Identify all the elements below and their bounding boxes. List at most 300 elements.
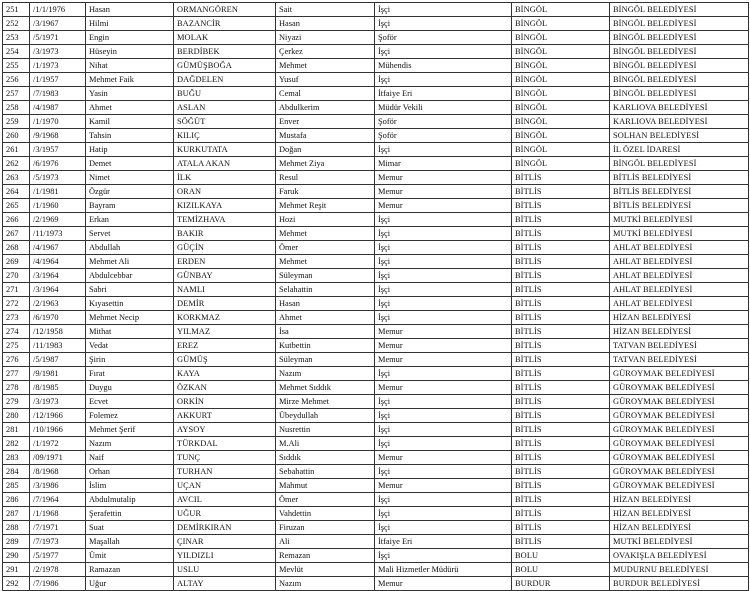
birth-date-cell: /4/1964 xyxy=(30,255,86,269)
position-cell: İşçi xyxy=(375,297,512,311)
birth-date-cell: /5/1971 xyxy=(30,31,86,45)
row-number-cell: 277 xyxy=(3,367,30,381)
table-row xyxy=(3,409,749,423)
last-name-cell: DAĞDELEN xyxy=(174,73,276,87)
last-name-cell: ATALA AKAN xyxy=(174,157,276,171)
birth-date-cell: /1/1960 xyxy=(30,199,86,213)
table-row xyxy=(3,367,749,381)
position-cell: Memur xyxy=(375,339,512,353)
position-cell: İtfaiye Eri xyxy=(375,87,512,101)
birth-date-cell: /3/1957 xyxy=(30,143,86,157)
birth-date-cell: /6/1976 xyxy=(30,157,86,171)
institution-cell: BİNGÖL BELEDİYESİ xyxy=(610,59,749,73)
father-name-cell: Mehmet xyxy=(276,59,375,73)
table-row xyxy=(3,269,749,283)
last-name-cell: İLK xyxy=(174,171,276,185)
row-number-cell: 251 xyxy=(3,3,30,17)
father-name-cell: M.Ali xyxy=(276,437,375,451)
row-number-cell: 255 xyxy=(3,59,30,73)
position-cell: İtfaiye Eri xyxy=(375,535,512,549)
table-row xyxy=(3,465,749,479)
position-cell: İşçi xyxy=(375,143,512,157)
father-name-cell: Sebahattin xyxy=(276,465,375,479)
father-name-cell: Çerkez xyxy=(276,45,375,59)
table-row xyxy=(3,521,749,535)
row-number-cell: 280 xyxy=(3,409,30,423)
first-name-cell: Abdulmutalip xyxy=(86,493,174,507)
table-row xyxy=(3,31,749,45)
position-cell: Şoför xyxy=(375,129,512,143)
table-row xyxy=(3,241,749,255)
position-cell: Memur xyxy=(375,353,512,367)
birth-date-cell: /11/1983 xyxy=(30,339,86,353)
first-name-cell: Nazım xyxy=(86,437,174,451)
father-name-cell: Ali xyxy=(276,535,375,549)
province-cell: BİNGÖL xyxy=(512,101,610,115)
row-number-cell: 272 xyxy=(3,297,30,311)
institution-cell: BİTLİS BELEDİYESİ xyxy=(610,171,749,185)
last-name-cell: GÜMÜŞBOĞA xyxy=(174,59,276,73)
last-name-cell: KILIÇ xyxy=(174,129,276,143)
table-row xyxy=(3,493,749,507)
father-name-cell: Faruk xyxy=(276,185,375,199)
father-name-cell: İsa xyxy=(276,325,375,339)
first-name-cell: Abdulcebbar xyxy=(86,269,174,283)
birth-date-cell: /9/1968 xyxy=(30,129,86,143)
father-name-cell: Süleyman xyxy=(276,353,375,367)
province-cell: BİNGÖL xyxy=(512,45,610,59)
birth-date-cell: /7/1973 xyxy=(30,535,86,549)
first-name-cell: Mehmet Şerif xyxy=(86,423,174,437)
row-number-cell: 284 xyxy=(3,465,30,479)
birth-date-cell: /3/1967 xyxy=(30,17,86,31)
institution-cell: AHLAT BELEDİYESİ xyxy=(610,283,749,297)
last-name-cell: ASLAN xyxy=(174,101,276,115)
first-name-cell: Folemez xyxy=(86,409,174,423)
first-name-cell: Ümit xyxy=(86,549,174,563)
first-name-cell: Şirin xyxy=(86,353,174,367)
table-row xyxy=(3,17,749,31)
father-name-cell: Remazan xyxy=(276,549,375,563)
province-cell: BİNGÖL xyxy=(512,31,610,45)
institution-cell: BİNGÖL BELEDİYESİ xyxy=(610,157,749,171)
province-cell: BİTLİS xyxy=(512,465,610,479)
province-cell: BİNGÖL xyxy=(512,143,610,157)
last-name-cell: SÖĞÜT xyxy=(174,115,276,129)
province-cell: BİNGÖL xyxy=(512,17,610,31)
last-name-cell: GÜMÜŞ xyxy=(174,353,276,367)
father-name-cell: Süleyman xyxy=(276,269,375,283)
row-number-cell: 286 xyxy=(3,493,30,507)
row-number-cell: 263 xyxy=(3,171,30,185)
institution-cell: BİTLİS BELEDİYESİ xyxy=(610,185,749,199)
province-cell: BİNGÖL xyxy=(512,87,610,101)
father-name-cell: Firuzan xyxy=(276,521,375,535)
father-name-cell: Mirze Mehmet xyxy=(276,395,375,409)
province-cell: BİTLİS xyxy=(512,269,610,283)
institution-cell: BİNGÖL BELEDİYESİ xyxy=(610,73,749,87)
last-name-cell: TEMİZHAVA xyxy=(174,213,276,227)
last-name-cell: UÇAN xyxy=(174,479,276,493)
province-cell: BİTLİS xyxy=(512,185,610,199)
institution-cell: HİZAN BELEDİYESİ xyxy=(610,325,749,339)
row-number-cell: 290 xyxy=(3,549,30,563)
birth-date-cell: /12/1958 xyxy=(30,325,86,339)
table-row xyxy=(3,45,749,59)
position-cell: İşçi xyxy=(375,283,512,297)
institution-cell: GÜROYMAK BELEDİYESİ xyxy=(610,367,749,381)
last-name-cell: BAKIR xyxy=(174,227,276,241)
last-name-cell: ORMANGÖREN xyxy=(174,3,276,17)
first-name-cell: Uğur xyxy=(86,577,174,591)
last-name-cell: UĞUR xyxy=(174,507,276,521)
institution-cell: GÜROYMAK BELEDİYESİ xyxy=(610,479,749,493)
position-cell: İşçi xyxy=(375,45,512,59)
institution-cell: GÜROYMAK BELEDİYESİ xyxy=(610,395,749,409)
province-cell: BİNGÖL xyxy=(512,59,610,73)
first-name-cell: Mehmet Ali xyxy=(86,255,174,269)
row-number-cell: 260 xyxy=(3,129,30,143)
father-name-cell: Cemal xyxy=(276,87,375,101)
position-cell: İşçi xyxy=(375,213,512,227)
table-row xyxy=(3,227,749,241)
province-cell: BİNGÖL xyxy=(512,157,610,171)
institution-cell: MUTKİ BELEDİYESİ xyxy=(610,227,749,241)
row-number-cell: 270 xyxy=(3,269,30,283)
first-name-cell: Bayram xyxy=(86,199,174,213)
position-cell: İşçi xyxy=(375,73,512,87)
father-name-cell: Ahmet xyxy=(276,311,375,325)
row-number-cell: 261 xyxy=(3,143,30,157)
row-number-cell: 268 xyxy=(3,241,30,255)
row-number-cell: 252 xyxy=(3,17,30,31)
father-name-cell: Nazım xyxy=(276,577,375,591)
institution-cell: AHLAT BELEDİYESİ xyxy=(610,255,749,269)
row-number-cell: 274 xyxy=(3,325,30,339)
province-cell: BOLU xyxy=(512,563,610,577)
birth-date-cell: /8/1968 xyxy=(30,465,86,479)
row-number-cell: 253 xyxy=(3,31,30,45)
position-cell: Memur xyxy=(375,185,512,199)
father-name-cell: Hasan xyxy=(276,17,375,31)
first-name-cell: Abdullah xyxy=(86,241,174,255)
last-name-cell: MOLAK xyxy=(174,31,276,45)
first-name-cell: Nihat xyxy=(86,59,174,73)
row-number-cell: 256 xyxy=(3,73,30,87)
province-cell: BİTLİS xyxy=(512,283,610,297)
birth-date-cell: /4/1967 xyxy=(30,241,86,255)
table-row xyxy=(3,129,749,143)
province-cell: BİNGÖL xyxy=(512,3,610,17)
province-cell: BİTLİS xyxy=(512,213,610,227)
table-row xyxy=(3,479,749,493)
row-number-cell: 285 xyxy=(3,479,30,493)
first-name-cell: Suat xyxy=(86,521,174,535)
table-row xyxy=(3,577,749,591)
first-name-cell: Orhan xyxy=(86,465,174,479)
institution-cell: BİNGÖL BELEDİYESİ xyxy=(610,31,749,45)
last-name-cell: AVCIL xyxy=(174,493,276,507)
last-name-cell: YILMAZ xyxy=(174,325,276,339)
table-row xyxy=(3,185,749,199)
table-row xyxy=(3,381,749,395)
birth-date-cell: /2/1969 xyxy=(30,213,86,227)
father-name-cell: Hasan xyxy=(276,297,375,311)
position-cell: Memur xyxy=(375,171,512,185)
first-name-cell: Demet xyxy=(86,157,174,171)
father-name-cell: Mahmut xyxy=(276,479,375,493)
position-cell: İşçi xyxy=(375,465,512,479)
institution-cell: GÜROYMAK BELEDİYESİ xyxy=(610,409,749,423)
father-name-cell: Mehmet Ziya xyxy=(276,157,375,171)
first-name-cell: Nimet xyxy=(86,171,174,185)
last-name-cell: YILDIZLI xyxy=(174,549,276,563)
first-name-cell: Naif xyxy=(86,451,174,465)
table-row xyxy=(3,283,749,297)
position-cell: İşçi xyxy=(375,507,512,521)
table-row xyxy=(3,143,749,157)
last-name-cell: AKKURT xyxy=(174,409,276,423)
position-cell: İşçi xyxy=(375,423,512,437)
row-number-cell: 282 xyxy=(3,437,30,451)
father-name-cell: Doğan xyxy=(276,143,375,157)
first-name-cell: Özgür xyxy=(86,185,174,199)
last-name-cell: BAZANCİR xyxy=(174,17,276,31)
row-number-cell: 271 xyxy=(3,283,30,297)
last-name-cell: TURHAN xyxy=(174,465,276,479)
father-name-cell: Yusuf xyxy=(276,73,375,87)
last-name-cell: ÇINAR xyxy=(174,535,276,549)
table-row xyxy=(3,423,749,437)
row-number-cell: 278 xyxy=(3,381,30,395)
province-cell: BİTLİS xyxy=(512,339,610,353)
province-cell: BİTLİS xyxy=(512,227,610,241)
last-name-cell: BUĞU xyxy=(174,87,276,101)
institution-cell: TATVAN BELEDİYESİ xyxy=(610,353,749,367)
father-name-cell: Übeydullah xyxy=(276,409,375,423)
last-name-cell: EREZ xyxy=(174,339,276,353)
birth-date-cell: /1/1981 xyxy=(30,185,86,199)
father-name-cell: Vahdettin xyxy=(276,507,375,521)
row-number-cell: 266 xyxy=(3,213,30,227)
province-cell: BİTLİS xyxy=(512,507,610,521)
row-number-cell: 283 xyxy=(3,451,30,465)
birth-date-cell: /2/1978 xyxy=(30,563,86,577)
first-name-cell: Kıyasettin xyxy=(86,297,174,311)
institution-cell: TATVAN BELEDİYESİ xyxy=(610,339,749,353)
position-cell: Şoför xyxy=(375,31,512,45)
position-cell: İşçi xyxy=(375,549,512,563)
table-row xyxy=(3,325,749,339)
last-name-cell: AYSOY xyxy=(174,423,276,437)
institution-cell: HİZAN BELEDİYESİ xyxy=(610,493,749,507)
institution-cell: İL ÖZEL İDARESİ xyxy=(610,143,749,157)
first-name-cell: Mehmet Faik xyxy=(86,73,174,87)
last-name-cell: DEMİRKIRAN xyxy=(174,521,276,535)
row-number-cell: 273 xyxy=(3,311,30,325)
first-name-cell: Şerafettin xyxy=(86,507,174,521)
institution-cell: KARLIOVA BELEDİYESİ xyxy=(610,115,749,129)
last-name-cell: ERDEN xyxy=(174,255,276,269)
birth-date-cell: /4/1987 xyxy=(30,101,86,115)
row-number-cell: 258 xyxy=(3,101,30,115)
last-name-cell: KAYA xyxy=(174,367,276,381)
institution-cell: KARLIOVA BELEDİYESİ xyxy=(610,101,749,115)
province-cell: BİNGÖL xyxy=(512,129,610,143)
position-cell: Memur xyxy=(375,381,512,395)
first-name-cell: Yasin xyxy=(86,87,174,101)
birth-date-cell: /3/1973 xyxy=(30,395,86,409)
institution-cell: BURDUR BELEDİYESİ xyxy=(610,577,749,591)
birth-date-cell: /8/1985 xyxy=(30,381,86,395)
table-row xyxy=(3,255,749,269)
table-row xyxy=(3,73,749,87)
province-cell: BİTLİS xyxy=(512,451,610,465)
father-name-cell: Ömer xyxy=(276,241,375,255)
first-name-cell: Duygu xyxy=(86,381,174,395)
position-cell: İşçi xyxy=(375,367,512,381)
first-name-cell: Kamil xyxy=(86,115,174,129)
table-row xyxy=(3,171,749,185)
first-name-cell: Fırat xyxy=(86,367,174,381)
province-cell: BİTLİS xyxy=(512,353,610,367)
birth-date-cell: /5/1973 xyxy=(30,171,86,185)
first-name-cell: Mehmet Necip xyxy=(86,311,174,325)
position-cell: Mühendis xyxy=(375,59,512,73)
position-cell: Memur xyxy=(375,199,512,213)
table-row xyxy=(3,87,749,101)
table-row xyxy=(3,395,749,409)
last-name-cell: KORKMAZ xyxy=(174,311,276,325)
province-cell: BİTLİS xyxy=(512,409,610,423)
first-name-cell: Maşallah xyxy=(86,535,174,549)
table-row xyxy=(3,213,749,227)
father-name-cell: Mehmet Sıddık xyxy=(276,381,375,395)
province-cell: BİTLİS xyxy=(512,493,610,507)
province-cell: BİTLİS xyxy=(512,171,610,185)
table-row xyxy=(3,549,749,563)
province-cell: BİTLİS xyxy=(512,325,610,339)
province-cell: BİTLİS xyxy=(512,423,610,437)
table-row xyxy=(3,199,749,213)
birth-date-cell: /7/1983 xyxy=(30,87,86,101)
first-name-cell: Hasan xyxy=(86,3,174,17)
birth-date-cell: /1/1973 xyxy=(30,59,86,73)
position-cell: İşçi xyxy=(375,269,512,283)
row-number-cell: 264 xyxy=(3,185,30,199)
birth-date-cell: /7/1964 xyxy=(30,493,86,507)
province-cell: BİTLİS xyxy=(512,311,610,325)
position-cell: İşçi xyxy=(375,521,512,535)
position-cell: Memur xyxy=(375,451,512,465)
row-number-cell: 287 xyxy=(3,507,30,521)
position-cell: Memur xyxy=(375,325,512,339)
father-name-cell: Resul xyxy=(276,171,375,185)
birth-date-cell: /3/1973 xyxy=(30,45,86,59)
father-name-cell: Sait xyxy=(276,3,375,17)
institution-cell: GÜROYMAK BELEDİYESİ xyxy=(610,381,749,395)
father-name-cell: Nazım xyxy=(276,367,375,381)
province-cell: BİNGÖL xyxy=(512,73,610,87)
position-cell: İşçi xyxy=(375,493,512,507)
first-name-cell: Ramazan xyxy=(86,563,174,577)
province-cell: BİTLİS xyxy=(512,395,610,409)
last-name-cell: BERDİBEK xyxy=(174,45,276,59)
father-name-cell: Kutbettin xyxy=(276,339,375,353)
row-number-cell: 292 xyxy=(3,577,30,591)
first-name-cell: İslim xyxy=(86,479,174,493)
institution-cell: HİZAN BELEDİYESİ xyxy=(610,311,749,325)
table-row xyxy=(3,451,749,465)
father-name-cell: Hozi xyxy=(276,213,375,227)
position-cell: İşçi xyxy=(375,3,512,17)
first-name-cell: Ahmet xyxy=(86,101,174,115)
birth-date-cell: /3/1964 xyxy=(30,269,86,283)
personnel-table xyxy=(2,2,749,591)
last-name-cell: ALTAY xyxy=(174,577,276,591)
row-number-cell: 281 xyxy=(3,423,30,437)
institution-cell: GÜROYMAK BELEDİYESİ xyxy=(610,437,749,451)
province-cell: BİTLİS xyxy=(512,367,610,381)
father-name-cell: Mehmet xyxy=(276,227,375,241)
row-number-cell: 279 xyxy=(3,395,30,409)
first-name-cell: Hatip xyxy=(86,143,174,157)
institution-cell: GÜROYMAK BELEDİYESİ xyxy=(610,451,749,465)
birth-date-cell: /1/1970 xyxy=(30,115,86,129)
birth-date-cell: /7/1971 xyxy=(30,521,86,535)
row-number-cell: 267 xyxy=(3,227,30,241)
father-name-cell: Ömer xyxy=(276,493,375,507)
father-name-cell: Sıddık xyxy=(276,451,375,465)
position-cell: Müdür Vekili xyxy=(375,101,512,115)
table-row xyxy=(3,157,749,171)
institution-cell: SOLHAN BELEDİYESİ xyxy=(610,129,749,143)
birth-date-cell: /5/1977 xyxy=(30,549,86,563)
father-name-cell: Abdulkerim xyxy=(276,101,375,115)
institution-cell: BİTLİS BELEDİYESİ xyxy=(610,199,749,213)
position-cell: İşçi xyxy=(375,395,512,409)
first-name-cell: Vedat xyxy=(86,339,174,353)
table-row xyxy=(3,437,749,451)
position-cell: Memur xyxy=(375,479,512,493)
province-cell: BİTLİS xyxy=(512,479,610,493)
position-cell: İşçi xyxy=(375,241,512,255)
institution-cell: AHLAT BELEDİYESİ xyxy=(610,297,749,311)
institution-cell: BİNGÖL BELEDİYESİ xyxy=(610,87,749,101)
institution-cell: BİNGÖL BELEDİYESİ xyxy=(610,45,749,59)
position-cell: İşçi xyxy=(375,227,512,241)
institution-cell: MUDURNU BELEDİYESİ xyxy=(610,563,749,577)
province-cell: BOLU xyxy=(512,549,610,563)
father-name-cell: Mehmet Reşit xyxy=(276,199,375,213)
row-number-cell: 289 xyxy=(3,535,30,549)
birth-date-cell: /6/1970 xyxy=(30,311,86,325)
position-cell: Memur xyxy=(375,577,512,591)
position-cell: Mali Hizmetler Müdürü xyxy=(375,563,512,577)
first-name-cell: Ecvet xyxy=(86,395,174,409)
table-row xyxy=(3,3,749,17)
row-number-cell: 259 xyxy=(3,115,30,129)
father-name-cell: Niyazi xyxy=(276,31,375,45)
last-name-cell: GÜNBAY xyxy=(174,269,276,283)
birth-date-cell: /1/1972 xyxy=(30,437,86,451)
table-body xyxy=(3,3,749,591)
father-name-cell: Mustafa xyxy=(276,129,375,143)
last-name-cell: DEMİR xyxy=(174,297,276,311)
table-row xyxy=(3,101,749,115)
institution-cell: HİZAN BELEDİYESİ xyxy=(610,521,749,535)
last-name-cell: USLU xyxy=(174,563,276,577)
